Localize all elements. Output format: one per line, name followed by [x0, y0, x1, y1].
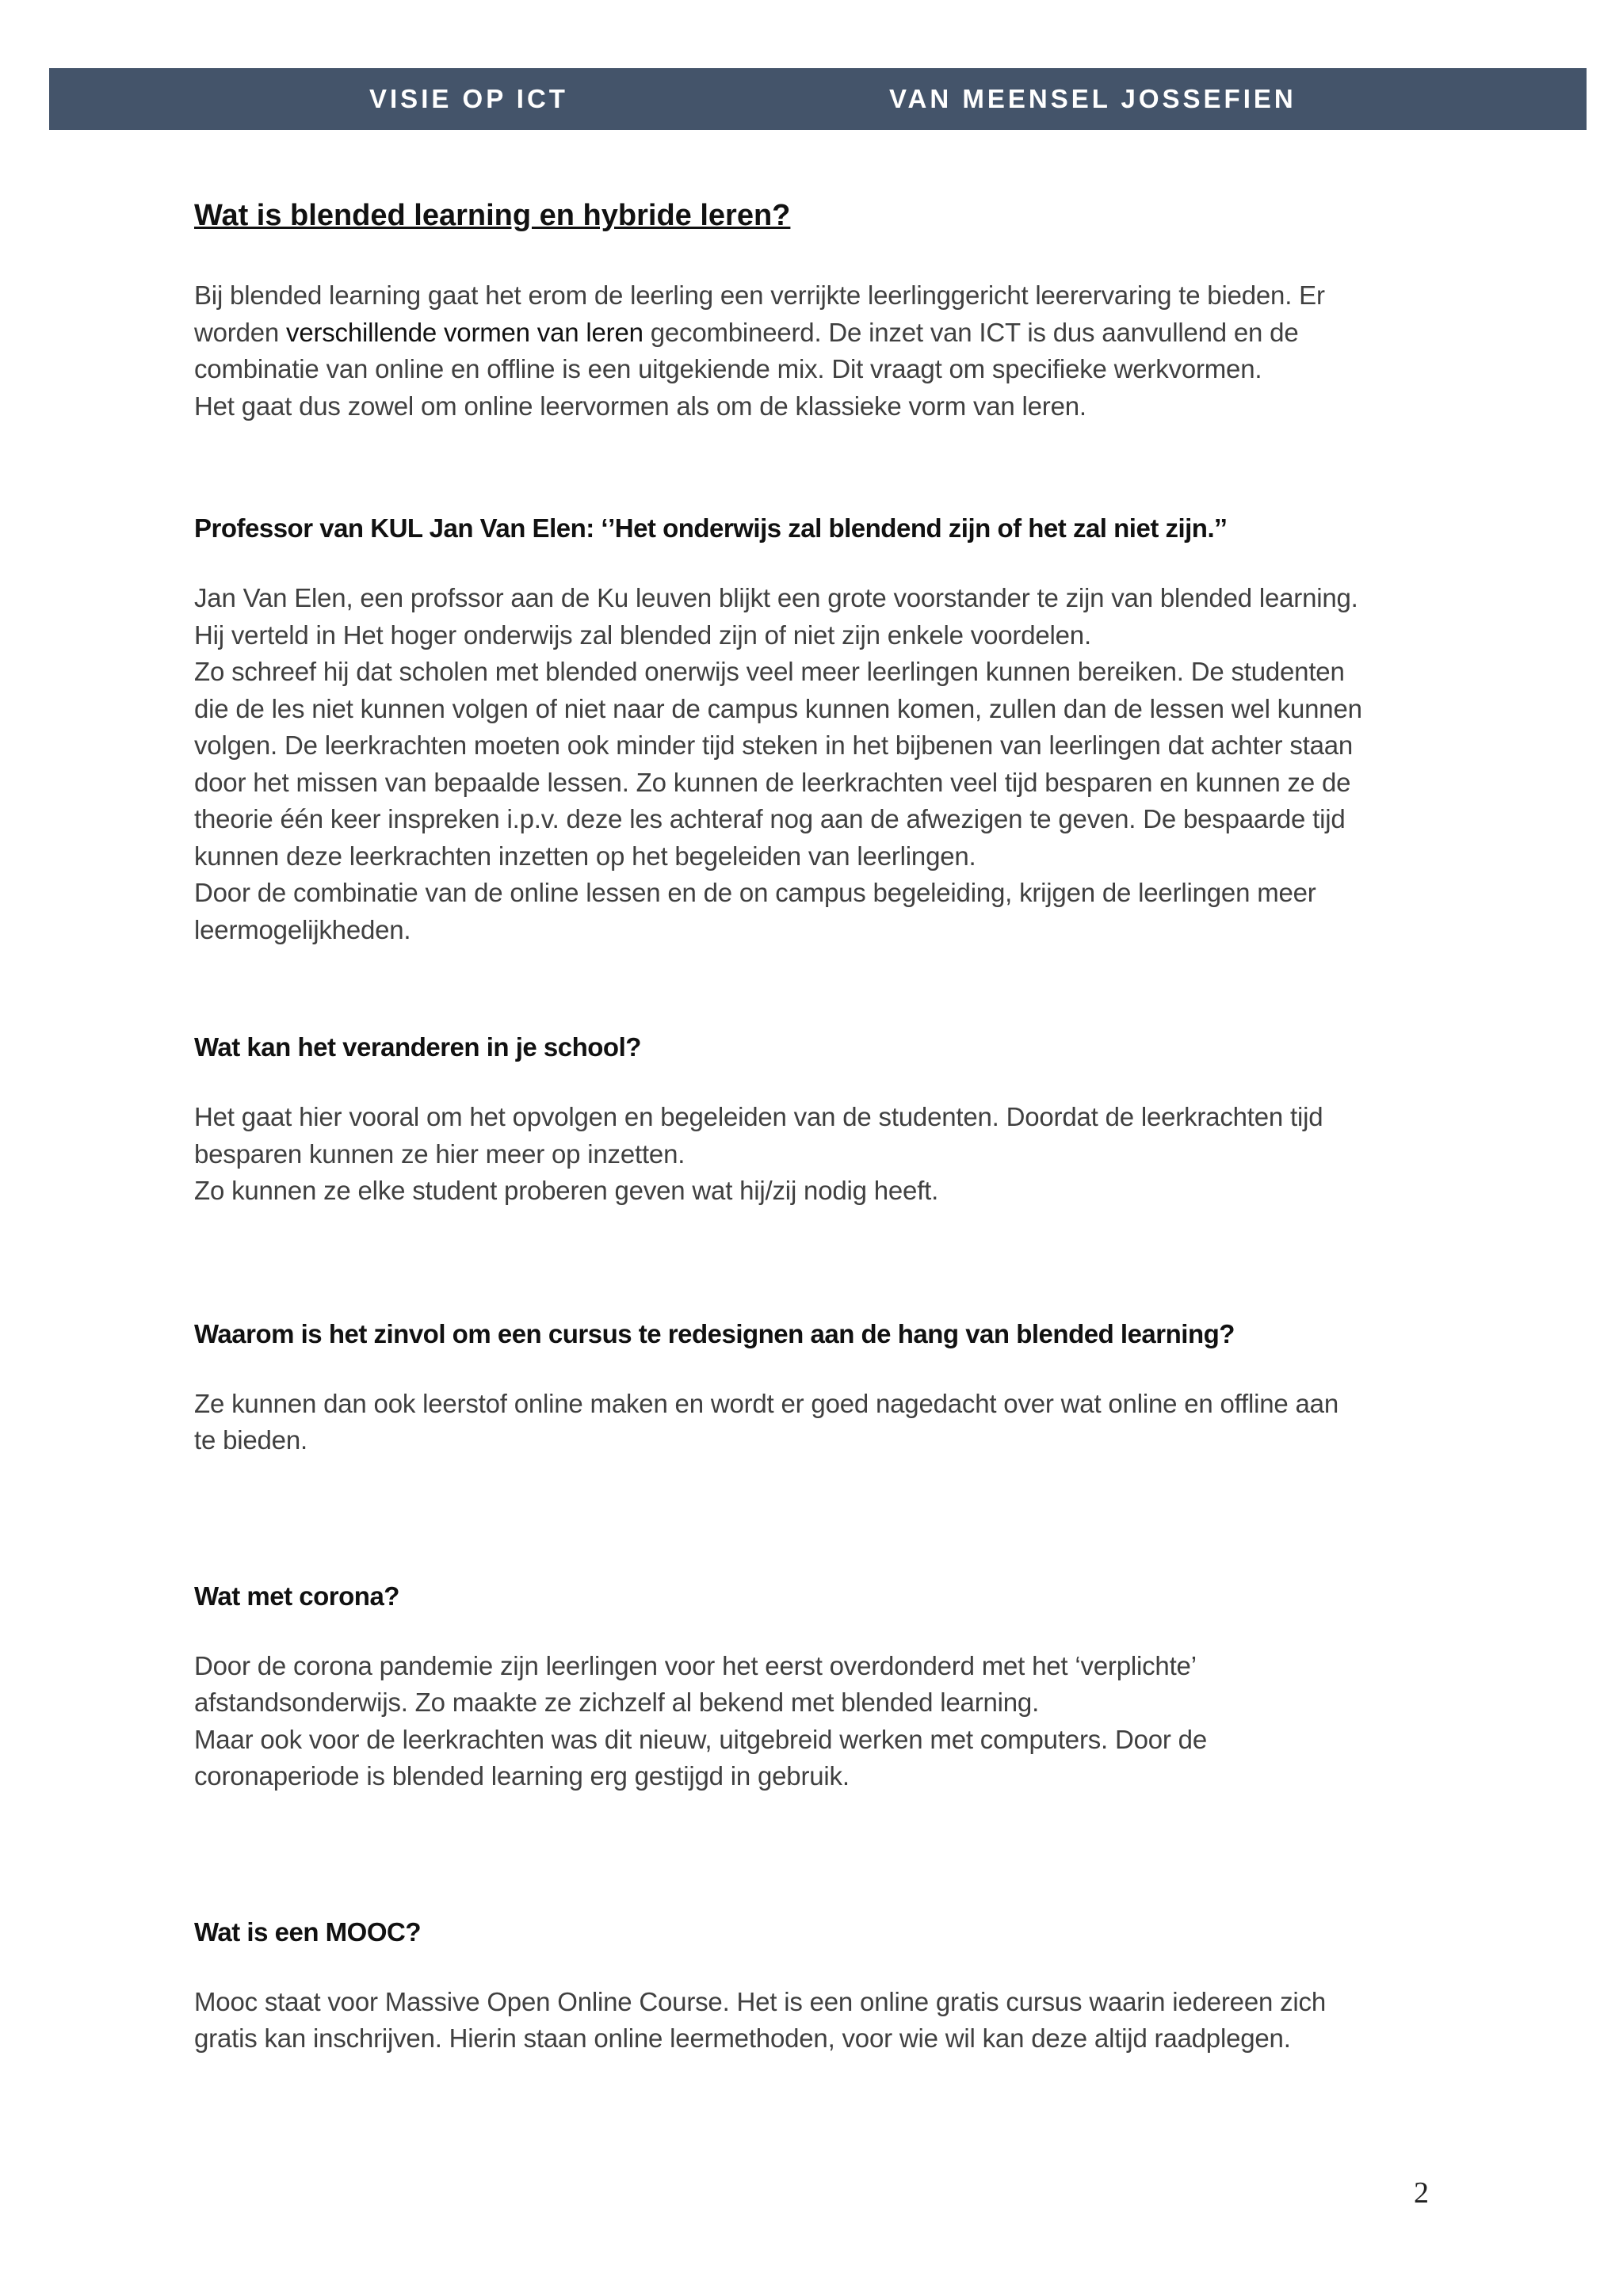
paragraph-line: Zo kunnen ze elke student proberen geven wat hij/zij nodig heeft. — [194, 1176, 939, 1205]
section-paragraph — [194, 1099, 1446, 1210]
section-paragraph — [194, 1648, 1446, 1795]
paragraph-line: Zo schreef hij dat scholen met blended onerwijs veel meer leerlingen kunnen bereiken. De studenten — [194, 657, 1345, 686]
paragraph-line: besparen kunnen ze hier meer op inzetten. — [194, 1138, 685, 1169]
section-paragraph — [194, 1386, 1446, 1459]
section-heading: Wat kan het veranderen in je school? — [194, 1032, 641, 1062]
page-header — [49, 68, 1587, 130]
paragraph-line: Mooc staat voor Massive Open Online Course. Het is een online gratis cursus waarin iedereen zich — [194, 1986, 1326, 2016]
paragraph-line: Door de corona pandemie zijn leerlingen voor het eerst overdonderd met het ‘verplichte’ — [194, 1650, 1197, 1680]
intro-text: gecombineerd. De inzet van ICT is dus aanvullend en de — [643, 317, 1299, 347]
paragraph-line: die de les niet kunnen volgen of niet naar de campus kunnen komen, zullen dan de lessen wel kunnen — [194, 693, 1362, 723]
section-corona — [194, 1577, 1446, 1795]
section-heading: Wat is een MOOC? — [194, 1917, 421, 1947]
paragraph-line: theorie één keer inspreken i.p.v. deze les achteraf nog aan de afwezigen te geven. De bespaarde tijd — [194, 804, 1346, 833]
section-heading: Wat met corona? — [194, 1581, 399, 1611]
document-body — [194, 193, 1446, 2058]
section-paragraph — [194, 580, 1446, 948]
section-paragraph — [194, 1984, 1446, 2058]
paragraph-line: coronaperiode is blended learning erg gestijgd in gebruik. — [194, 1761, 850, 1791]
intro-line — [194, 315, 1446, 352]
section-heading: Waarom is het zinvol om een cursus te redesignen aan de hang van blended learning? — [194, 1318, 1235, 1348]
paragraph-line: volgen. De leerkrachten moeten ook minder tijd steken in het bijbenen van leerlingen dat achter staan — [194, 730, 1354, 760]
paragraph-line: Het gaat hier vooral om het opvolgen en begeleiden van de studenten. Doordat de leerkrachten tijd — [194, 1102, 1323, 1131]
intro-paragraph — [194, 277, 1446, 425]
page-number: 2 — [1414, 2176, 1429, 2210]
section-heading: Professor van KUL Jan Van Elen: ‘’Het onderwijs zal blendend zijn of het zal niet zijn.’’ — [194, 513, 1228, 543]
intro-line: Bij blended learning gaat het erom de leerling een verrijkte leerlinggericht leerervaring te bieden. Er — [194, 280, 1325, 310]
paragraph-line: afstandsonderwijs. Zo maakte ze zichzelf al bekend met blended learning. — [194, 1688, 1040, 1717]
section-professor — [194, 509, 1446, 948]
paragraph-line: te bieden. — [194, 1425, 307, 1455]
paragraph-line: leermogelijkheden. — [194, 914, 411, 944]
paragraph-line: Jan Van Elen, een profssor aan de Ku leuven blijkt een grote voorstander te zijn van blended learning. — [194, 583, 1358, 612]
paragraph-line: Ze kunnen dan ook leerstof online maken en wordt er goed nagedacht over wat online en offline aan — [194, 1388, 1338, 1418]
paragraph-line: Door de combinatie van de online lessen en de on campus begeleiding, krijgen de leerlingen meer — [194, 878, 1316, 907]
section-school — [194, 1028, 1446, 1210]
paragraph-line: gratis kan inschrijven. Hierin staan online leermethoden, voor wie wil kan deze altijd raadplegen. — [194, 2023, 1291, 2053]
paragraph-line: door het missen van bepaalde lessen. Zo kunnen de leerkrachten veel tijd besparen en kunnen ze de — [194, 767, 1351, 797]
intro-text: worden — [194, 317, 287, 347]
document-title: Wat is blended learning en hybride leren? — [194, 199, 791, 232]
section-mooc — [194, 1913, 1446, 2058]
intro-line: combinatie van online en offline is een uitgekiende mix. Dit vraagt om specifieke werkvormen. — [194, 354, 1262, 383]
paragraph-line: Hij verteld in Het hoger onderwijs zal blended zijn of niet zijn enkele voordelen. — [194, 620, 1091, 650]
section-redesign — [194, 1314, 1446, 1459]
intro-emphasis: verschillende vormen van leren — [286, 317, 643, 347]
intro-line: Het gaat dus zowel om online leervormen als om de klassieke vorm van leren. — [194, 391, 1086, 421]
header-author: VAN MEENSEL JOSSEFIEN — [889, 84, 1296, 113]
header-title: VISIE OP ICT — [369, 84, 568, 113]
paragraph-line: kunnen deze leerkrachten inzetten op het begeleiden van leerlingen. — [194, 841, 976, 871]
paragraph-line: Maar ook voor de leerkrachten was dit nieuw, uitgebreid werken met computers. Door de — [194, 1724, 1207, 1754]
